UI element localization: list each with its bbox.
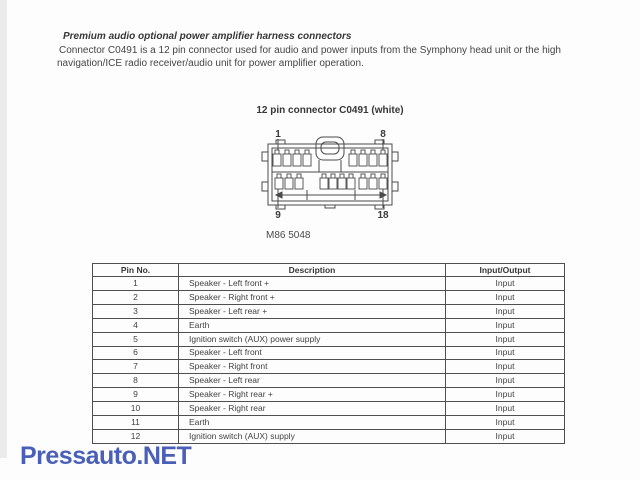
section-body-line-1: Connector C0491 is a 12 pin connector used for audio and power inputs from the Symphony head unit or the high	[59, 45, 561, 56]
description-cell: Ignition switch (AUX) supply	[179, 429, 446, 443]
description-cell: Speaker - Left rear	[179, 374, 446, 388]
io-cell: Input	[446, 318, 565, 332]
table-header-row	[93, 264, 565, 277]
dimension-line	[276, 190, 386, 200]
pin-cell: 2	[93, 290, 179, 304]
io-cell: Input	[446, 277, 565, 291]
bottom-pin-row	[275, 174, 387, 189]
header-input-output: Input/Output	[446, 264, 565, 277]
connector-part-number: M86 5048	[266, 230, 311, 241]
pin-cell: 1	[93, 277, 179, 291]
table-row	[93, 332, 565, 346]
description-cell: Speaker - Right rear	[179, 402, 446, 416]
pin-label-8: 8	[380, 129, 386, 140]
pin-label-9: 9	[275, 210, 281, 221]
pin-cell: 6	[93, 346, 179, 360]
pin-cell: 10	[93, 402, 179, 416]
description-cell: Speaker - Right front	[179, 360, 446, 374]
pin-cell: 5	[93, 332, 179, 346]
pin-label-18: 18	[377, 210, 389, 221]
table-row	[93, 318, 565, 332]
io-cell: Input	[446, 402, 565, 416]
pin-cell: 9	[93, 388, 179, 402]
section-body-line-2: navigation/ICE radio receiver/audio unit for power amplifier operation.	[57, 58, 364, 69]
io-cell: Input	[446, 290, 565, 304]
pin-cell: 3	[93, 304, 179, 318]
description-cell: Earth	[179, 318, 446, 332]
table-row	[93, 360, 565, 374]
io-cell: Input	[446, 429, 565, 443]
table-row	[93, 388, 565, 402]
header-pin-no: Pin No.	[93, 264, 179, 277]
io-cell: Input	[446, 332, 565, 346]
connector-diagram	[245, 116, 415, 226]
top-pin-row	[273, 150, 387, 166]
io-cell: Input	[446, 374, 565, 388]
io-cell: Input	[446, 304, 565, 318]
description-cell: Speaker - Left rear +	[179, 304, 446, 318]
pin-cell: 12	[93, 429, 179, 443]
pin-cell: 8	[93, 374, 179, 388]
description-cell: Speaker - Right rear +	[179, 388, 446, 402]
section-title: Premium audio optional power amplifier harness connectors	[63, 31, 352, 42]
io-cell: Input	[446, 346, 565, 360]
description-cell: Speaker - Right front +	[179, 290, 446, 304]
pin-cell: 4	[93, 318, 179, 332]
connector-diagram-title: 12 pin connector C0491 (white)	[256, 105, 404, 116]
table-row	[93, 304, 565, 318]
table-row	[93, 416, 565, 430]
description-cell: Speaker - Left front	[179, 346, 446, 360]
description-cell: Ignition switch (AUX) power supply	[179, 332, 446, 346]
table-row	[93, 402, 565, 416]
scan-edge-artifact	[0, 0, 7, 458]
table-row	[93, 290, 565, 304]
io-cell: Input	[446, 360, 565, 374]
io-cell: Input	[446, 388, 565, 402]
pin-label-1: 1	[275, 129, 281, 140]
description-cell: Earth	[179, 416, 446, 430]
io-cell: Input	[446, 416, 565, 430]
table-row	[93, 277, 565, 291]
table-row	[93, 346, 565, 360]
table-row	[93, 374, 565, 388]
pin-cell: 7	[93, 360, 179, 374]
pin-cell: 11	[93, 416, 179, 430]
pinout-table	[92, 263, 565, 444]
description-cell: Speaker - Left front +	[179, 277, 446, 291]
pressauto-watermark: Pressauto.NET	[20, 442, 192, 470]
header-description: Description	[179, 264, 446, 277]
